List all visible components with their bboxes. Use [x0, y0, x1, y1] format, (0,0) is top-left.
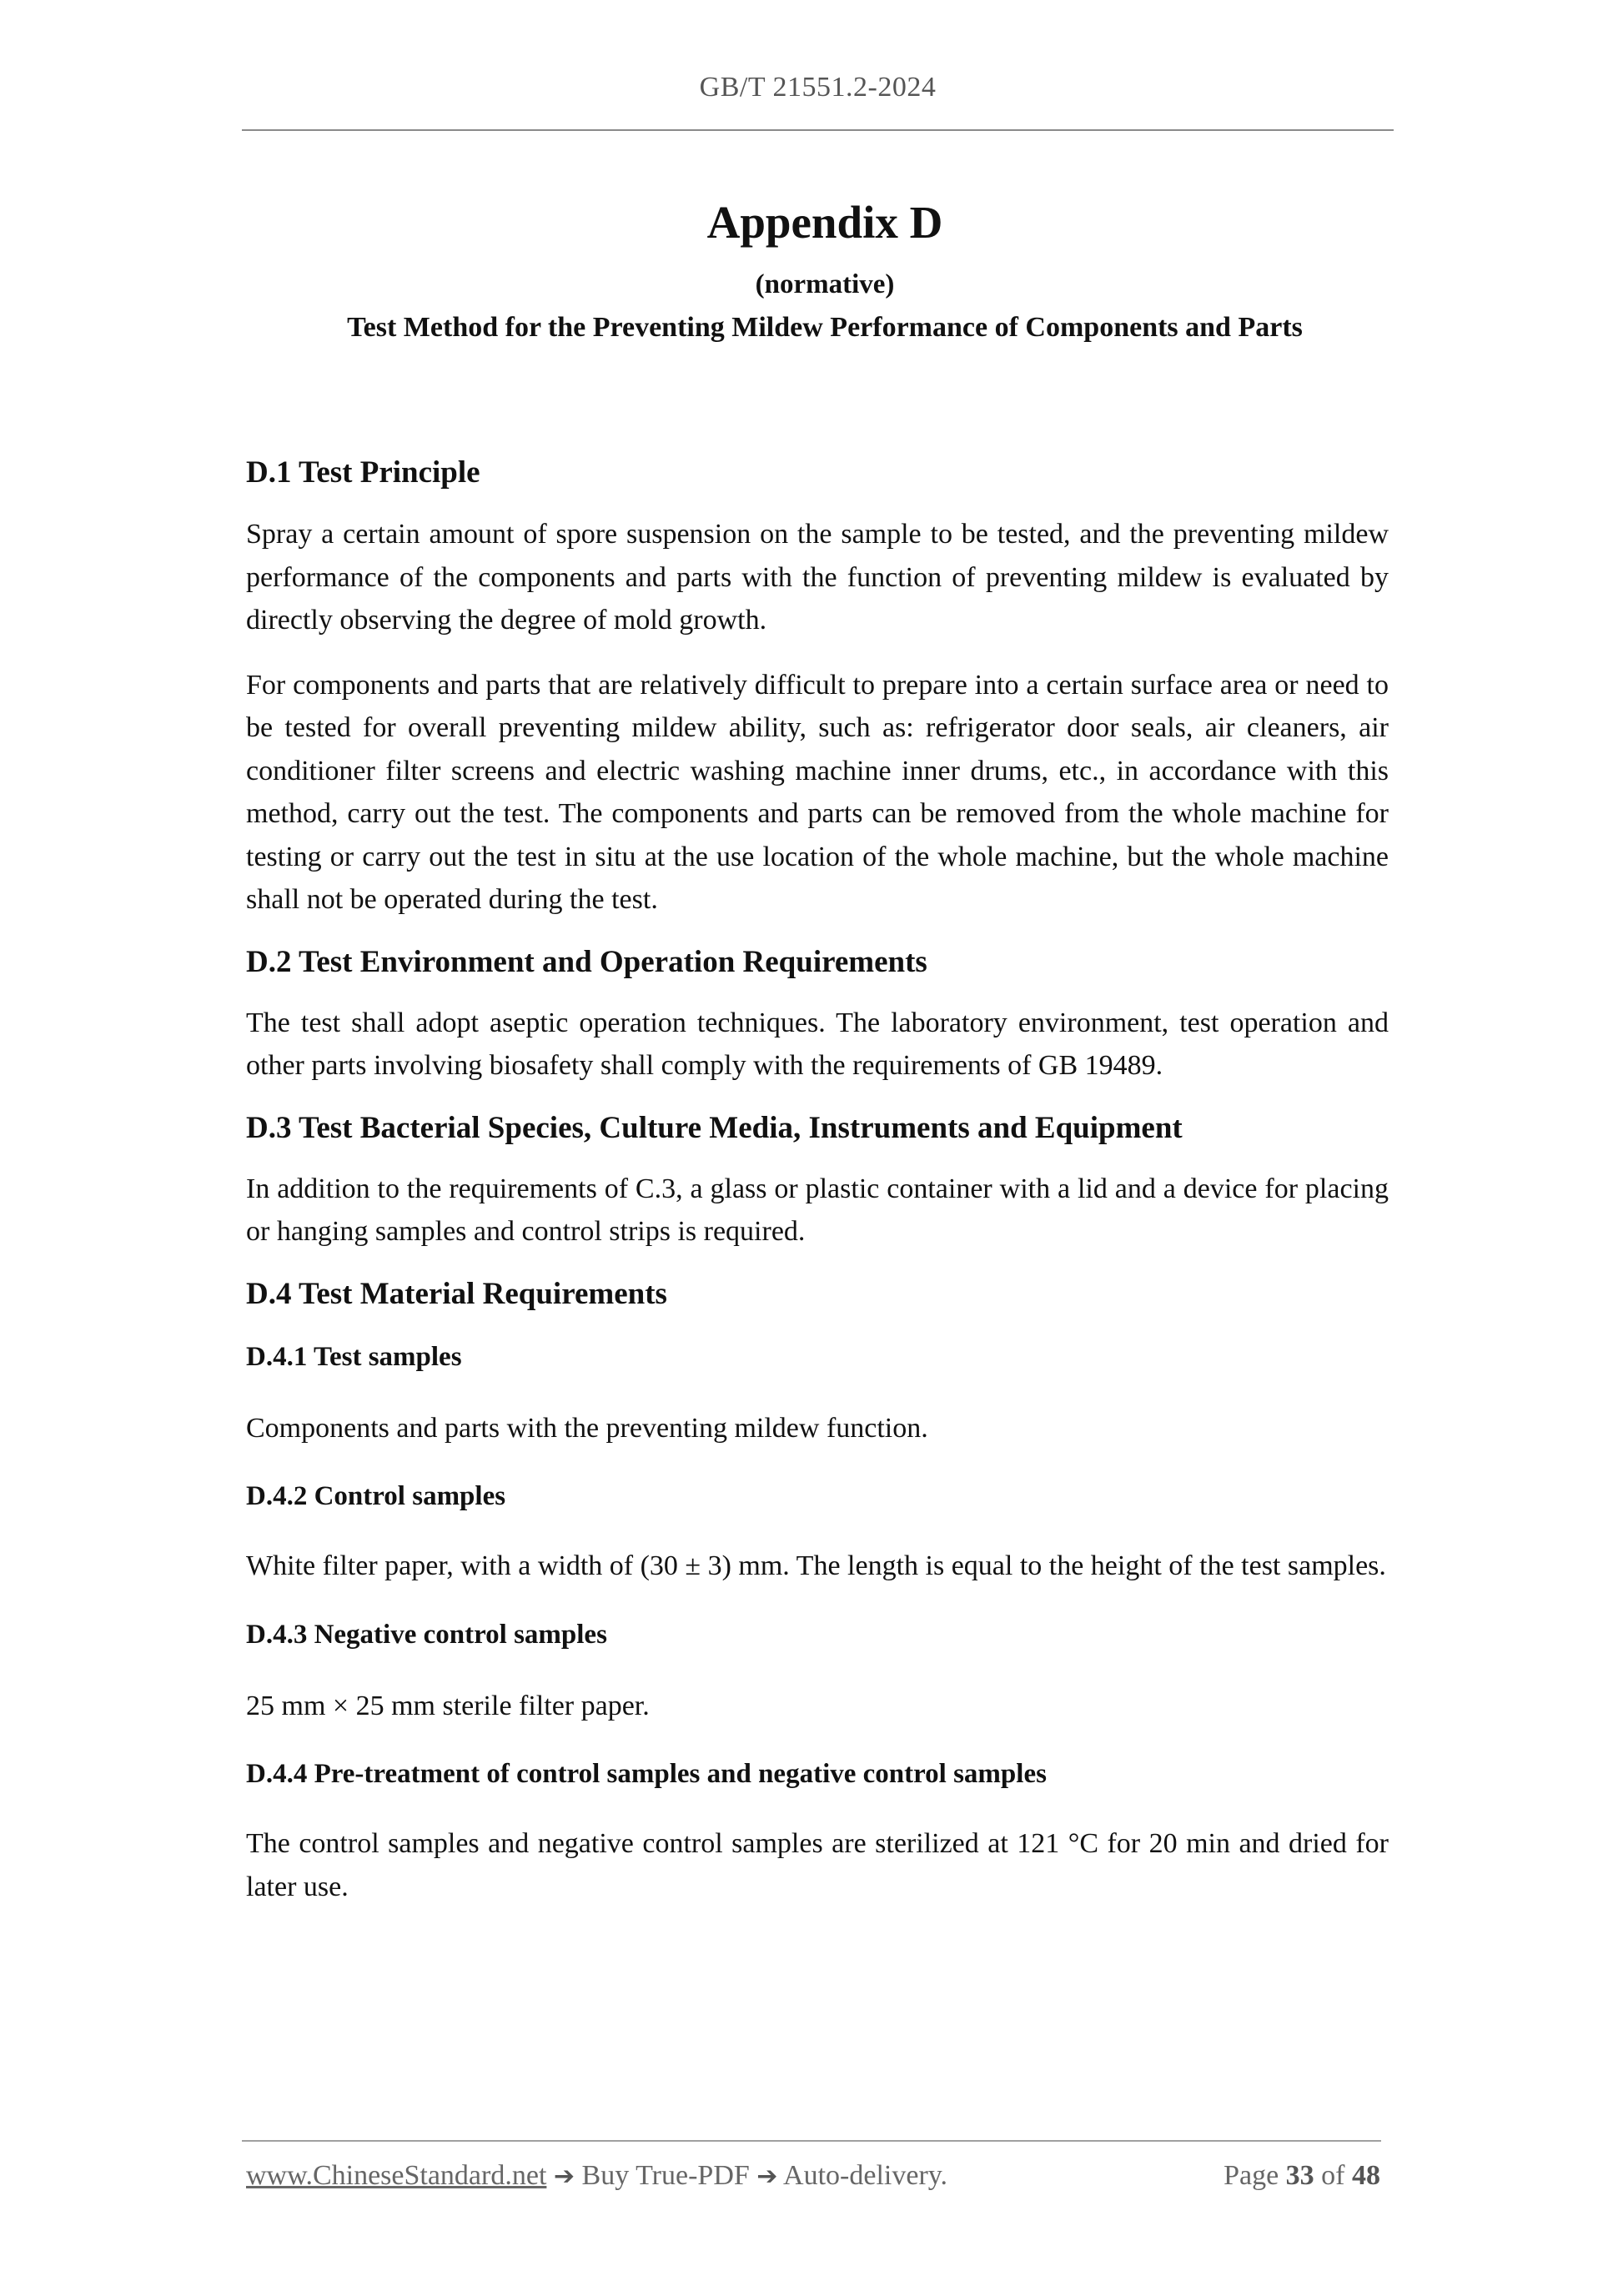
subsection-heading-d4-3: D.4.3 Negative control samples: [246, 1619, 607, 1650]
footer-divider: [242, 2140, 1381, 2142]
buy-text: Buy True-PDF: [581, 2160, 750, 2191]
appendix-title: Appendix D: [706, 197, 943, 248]
subsection-heading-d4-2: D.4.2 Control samples: [246, 1481, 506, 1511]
appendix-subtitle: Test Method for the Preventing Mildew Performance of Components and Parts: [347, 312, 1303, 343]
page-footer: [246, 2160, 1380, 2192]
site-link[interactable]: www.ChineseStandard.net: [246, 2160, 547, 2191]
footer-promo: [246, 2160, 947, 2192]
section-heading-d1: D.1 Test Principle: [246, 455, 480, 490]
section-heading-d2: D.2 Test Environment and Operation Requirements: [246, 944, 927, 979]
paragraph-d4-4: The control samples and negative control samples are sterilized at 121 °C for 20 min and dried for later use.: [246, 1828, 1389, 1902]
section-heading-d4: D.4 Test Material Requirements: [246, 1276, 667, 1311]
right-arrow-icon: ➔: [553, 2162, 575, 2191]
page-word: Page: [1224, 2160, 1279, 2191]
paragraph-d1-principle: Spray a certain amount of spore suspension on the sample to be tested, and the preventing mildew performance of the components and parts with the function of preventing mildew is evaluated by directly observing the degree of mold growth.: [246, 519, 1389, 636]
document-body: [246, 193, 1389, 1908]
standard-code: GB/T 21551.2-2024: [699, 72, 937, 103]
paragraph-d4-1: Components and parts with the preventing mildew function.: [246, 1412, 928, 1444]
paragraph-d4-2: White filter paper, with a width of (30 ± 3) mm. The length is equal to the height of the test samples.: [246, 1550, 1386, 1581]
right-arrow-icon: ➔: [756, 2162, 778, 2191]
header-divider: [242, 129, 1394, 131]
paragraph-d1-scope: For components and parts that are relatively difficult to prepare into a certain surface area or need to be tested for overall preventing mildew ability, such as: refrigerator door seals, air cleaners, air conditioner filter screens and electric washing machine inner drums, etc., in accordance with this method, carry out the test. The components and parts can be removed from the whole machine for testing or carry out the test in situ at the use location of the whole machine, but the whole machine shall not be operated during the test.: [246, 669, 1389, 915]
appendix-type: (normative): [755, 269, 895, 299]
page-header: [242, 72, 1394, 103]
paragraph-d4-3: 25 mm × 25 mm sterile filter paper.: [246, 1690, 650, 1721]
subsection-heading-d4-4: D.4.4 Pre-treatment of control samples and negative control samples: [246, 1759, 1047, 1789]
subsection-heading-d4-1: D.4.1 Test samples: [246, 1341, 462, 1372]
page-total: 48: [1352, 2160, 1380, 2191]
delivery-text: Auto-delivery.: [783, 2160, 948, 2191]
page-number: [1224, 2160, 1380, 2192]
page-current: 33: [1285, 2160, 1314, 2191]
section-heading-d3: D.3 Test Bacterial Species, Culture Media, Instruments and Equipment: [246, 1110, 1183, 1145]
of-word: of: [1321, 2160, 1345, 2191]
paragraph-d3: In addition to the requirements of C.3, a glass or plastic container with a lid and a device for placing or hanging samples and control strips is required.: [246, 1173, 1389, 1247]
paragraph-d2: The test shall adopt aseptic operation techniques. The laboratory environment, test operation and other parts involving biosafety shall comply with the requirements of GB 19489.: [246, 1007, 1389, 1081]
